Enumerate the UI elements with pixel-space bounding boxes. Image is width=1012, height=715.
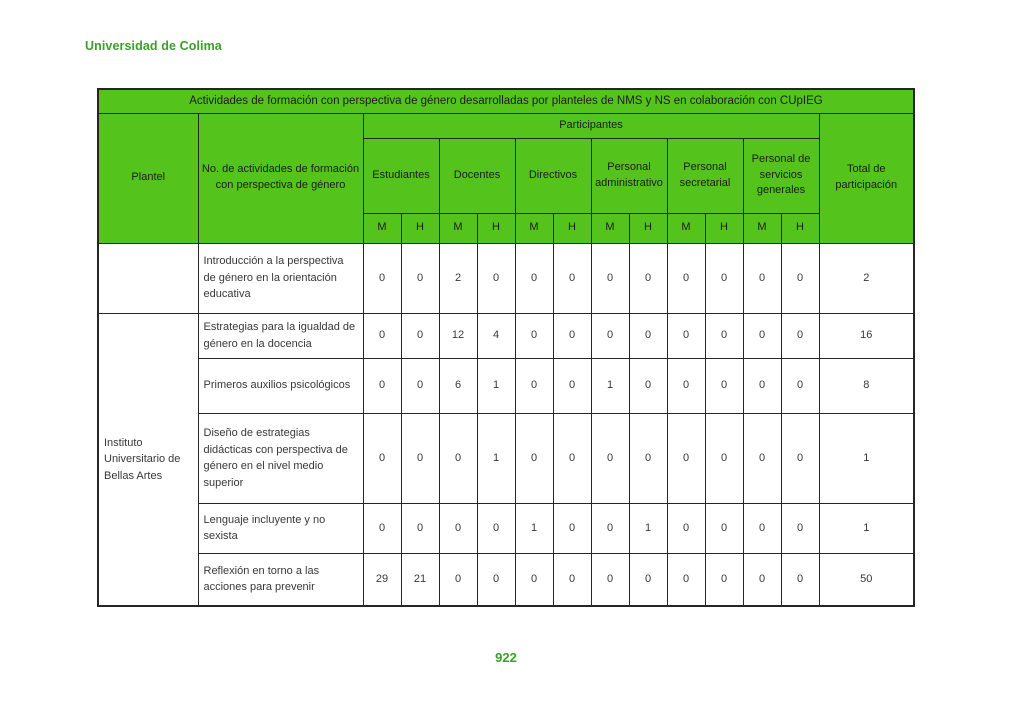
total-cell: 2 [819, 243, 914, 313]
table-title-row [98, 89, 914, 113]
value-cell: 0 [439, 413, 477, 503]
value-cell: 12 [439, 313, 477, 358]
table-body [98, 243, 914, 606]
table-row [98, 313, 914, 358]
col-header-h: H [705, 213, 743, 243]
value-cell: 1 [591, 358, 629, 413]
value-cell: 0 [439, 553, 477, 606]
value-cell: 0 [781, 413, 819, 503]
table-row [98, 243, 914, 313]
table-row [98, 358, 914, 413]
value-cell: 0 [401, 313, 439, 358]
table-row [98, 503, 914, 553]
total-cell: 16 [819, 313, 914, 358]
col-header-h: H [629, 213, 667, 243]
value-cell: 0 [591, 413, 629, 503]
value-cell: 0 [363, 358, 401, 413]
value-cell: 4 [477, 313, 515, 358]
value-cell: 0 [553, 313, 591, 358]
value-cell: 0 [363, 313, 401, 358]
col-header-group-5: Personal de servicios generales [743, 138, 819, 213]
col-header-group-0: Estudiantes [363, 138, 439, 213]
value-cell: 0 [781, 503, 819, 553]
activity-cell: Estrategias para la igualdad de género en la docencia [198, 313, 363, 358]
value-cell: 29 [363, 553, 401, 606]
col-header-plantel: Plantel [98, 113, 198, 243]
col-header-m: M [363, 213, 401, 243]
plantel-cell: Instituto Universitario de Bellas Artes [98, 313, 198, 606]
col-header-m: M [515, 213, 553, 243]
table-title: Actividades de formación con perspectiva de género desarrolladas por planteles de NMS y NS en colaboración con CUpIEG [98, 89, 914, 113]
col-header-activities: No. de actividades de formación con perspectiva de género [198, 113, 363, 243]
value-cell: 0 [743, 503, 781, 553]
value-cell: 1 [477, 358, 515, 413]
value-cell: 0 [781, 358, 819, 413]
col-header-total: Total de participación [819, 113, 914, 243]
col-header-h: H [477, 213, 515, 243]
col-header-group-4: Personal secretarial [667, 138, 743, 213]
plantel-cell [98, 243, 198, 313]
value-cell: 0 [477, 553, 515, 606]
value-cell: 0 [667, 553, 705, 606]
value-cell: 0 [667, 358, 705, 413]
total-cell: 8 [819, 358, 914, 413]
col-header-m: M [667, 213, 705, 243]
value-cell: 0 [743, 313, 781, 358]
value-cell: 0 [553, 553, 591, 606]
col-header-m: M [743, 213, 781, 243]
col-header-group-1: Docentes [439, 138, 515, 213]
activity-cell: Reflexión en torno a las acciones para prevenir [198, 553, 363, 606]
value-cell: 0 [515, 313, 553, 358]
total-cell: 1 [819, 503, 914, 553]
value-cell: 0 [667, 413, 705, 503]
value-cell: 0 [363, 243, 401, 313]
value-cell: 0 [705, 503, 743, 553]
value-cell: 0 [515, 358, 553, 413]
col-header-participantes: Participantes [363, 113, 819, 138]
value-cell: 0 [743, 358, 781, 413]
value-cell: 0 [591, 553, 629, 606]
value-cell: 0 [629, 413, 667, 503]
value-cell: 0 [401, 413, 439, 503]
value-cell: 0 [743, 243, 781, 313]
value-cell: 0 [705, 413, 743, 503]
value-cell: 0 [515, 553, 553, 606]
col-header-h: H [401, 213, 439, 243]
value-cell: 0 [591, 503, 629, 553]
value-cell: 0 [629, 553, 667, 606]
value-cell: 0 [591, 313, 629, 358]
col-header-group-2: Directivos [515, 138, 591, 213]
activity-cell: Diseño de estrategias didácticas con perspectiva de género en el nivel medio superior [198, 413, 363, 503]
total-cell: 1 [819, 413, 914, 503]
value-cell: 1 [629, 503, 667, 553]
value-cell: 0 [667, 503, 705, 553]
value-cell: 0 [705, 243, 743, 313]
value-cell: 0 [781, 553, 819, 606]
value-cell: 0 [629, 243, 667, 313]
value-cell: 1 [515, 503, 553, 553]
value-cell: 0 [515, 243, 553, 313]
value-cell: 0 [629, 313, 667, 358]
value-cell: 2 [439, 243, 477, 313]
page-number: 922 [495, 650, 517, 665]
col-header-group-3: Personal administrativo [591, 138, 667, 213]
value-cell: 0 [667, 243, 705, 313]
value-cell: 0 [667, 313, 705, 358]
value-cell: 0 [401, 243, 439, 313]
table-row [98, 553, 914, 606]
col-header-m: M [439, 213, 477, 243]
col-header-m: M [591, 213, 629, 243]
activity-cell: Primeros auxilios psicológicos [198, 358, 363, 413]
value-cell: 0 [629, 358, 667, 413]
table-header [98, 89, 914, 243]
col-header-h: H [553, 213, 591, 243]
value-cell: 1 [477, 413, 515, 503]
value-cell: 0 [439, 503, 477, 553]
value-cell: 0 [743, 413, 781, 503]
value-cell: 0 [515, 413, 553, 503]
value-cell: 0 [553, 358, 591, 413]
value-cell: 0 [705, 358, 743, 413]
value-cell: 0 [401, 503, 439, 553]
value-cell: 0 [705, 313, 743, 358]
document-header: Universidad de Colima [85, 39, 222, 53]
value-cell: 0 [401, 358, 439, 413]
total-cell: 50 [819, 553, 914, 606]
value-cell: 0 [363, 413, 401, 503]
table-header-row [98, 113, 914, 138]
value-cell: 0 [477, 503, 515, 553]
value-cell: 21 [401, 553, 439, 606]
activities-table [97, 88, 915, 607]
activity-cell: Introducción a la perspectiva de género en la orientación educativa [198, 243, 363, 313]
value-cell: 0 [591, 243, 629, 313]
value-cell: 0 [553, 413, 591, 503]
col-header-h: H [781, 213, 819, 243]
value-cell: 0 [363, 503, 401, 553]
value-cell: 0 [781, 243, 819, 313]
value-cell: 0 [553, 503, 591, 553]
value-cell: 0 [477, 243, 515, 313]
activity-cell: Lenguaje incluyente y no sexista [198, 503, 363, 553]
value-cell: 0 [781, 313, 819, 358]
table-row [98, 413, 914, 503]
value-cell: 0 [743, 553, 781, 606]
value-cell: 6 [439, 358, 477, 413]
value-cell: 0 [705, 553, 743, 606]
value-cell: 0 [553, 243, 591, 313]
